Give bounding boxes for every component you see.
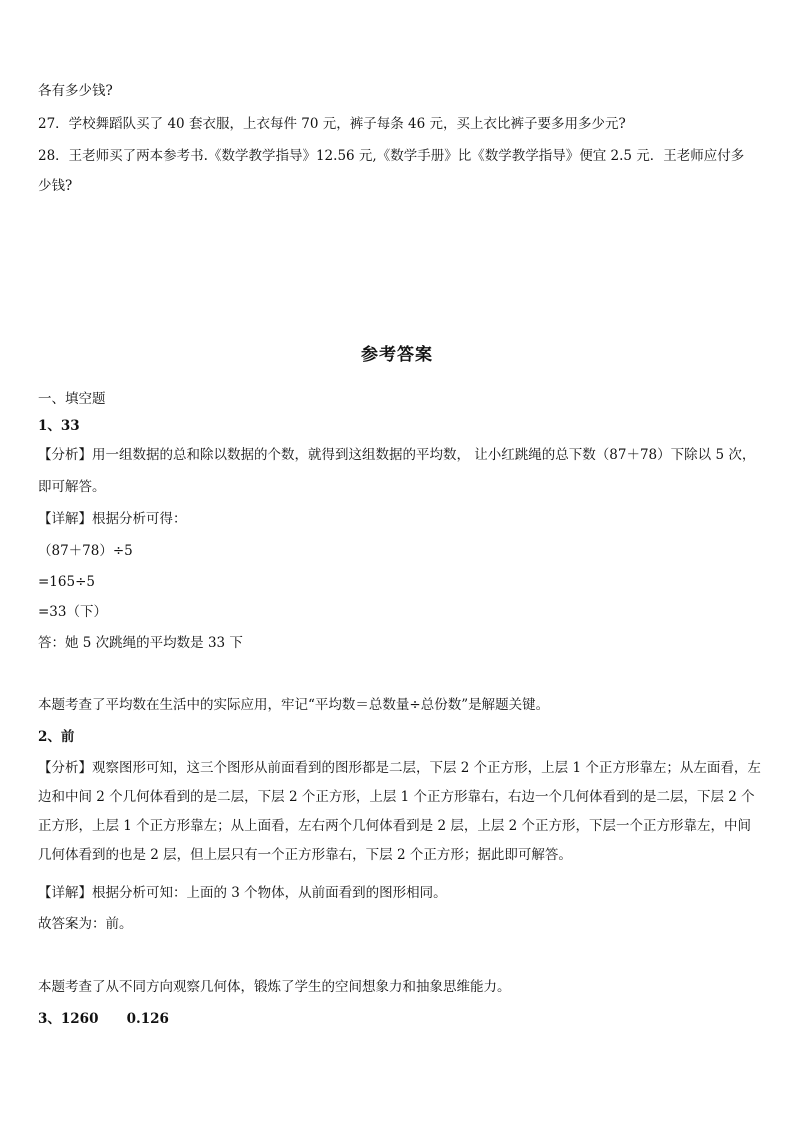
- answer-1-analysis-line1: 【分析】用一组数据的总和除以数据的个数，就得到这组数据的平均数， 让小红跳绳的总下数（87＋78）下除以 5 次，: [38, 447, 756, 463]
- question-26-tail: 各有多少钱?: [38, 83, 113, 99]
- section-fill-in-blank: 一、填空题: [38, 391, 106, 407]
- answer-2-summary: 本题考查了从不同方向观察几何体，锻炼了学生的空间想象力和抽象思维能力。: [38, 979, 511, 995]
- question-28-line2: 少钱?: [38, 178, 73, 194]
- answer-1-step1: （87＋78）÷5: [38, 543, 133, 559]
- answer-2-number: 2、前: [38, 729, 75, 745]
- question-28-line1: 28．王老师买了两本参考书.《数学教学指导》12.56 元,《数学手册》比《数学教学指导》便宜 2.5 元．王老师应付多: [38, 148, 745, 164]
- answer-1-analysis-line2: 即可解答。: [38, 479, 106, 495]
- answer-1-step3: =33（下）: [38, 604, 107, 620]
- answer-1-detail: 【详解】根据分析可得：: [38, 511, 187, 527]
- answer-1-number: 1、33: [38, 418, 80, 434]
- answer-3-number: 3、1260 0.126: [38, 1011, 169, 1027]
- answer-1-result: 答：她 5 次跳绳的平均数是 33 下: [38, 635, 243, 651]
- answer-2-detail: 【详解】根据分析可知：上面的 3 个物体，从前面看到的图形相同。: [38, 885, 447, 901]
- answer-key-title: 参考答案: [361, 345, 433, 365]
- answer-2-analysis: 【分析】观察图形可知，这三个图形从前面看到的图形都是二层，下层 2 个正方形，上层 1 个正方形靠左；从左面看，左边和中间 2 个几何体看到的是二层，下层 2 个正方形，上层 1 个正方形靠右，右边一个几何体看到的是二层，下层 2 个正方形，上层 1 个正方形靠左；从上面看，左右两个几何体看到是 2 层，上层 2 个正方形，下层一个正方形靠左，中间几何体看到的也是 2 层，但上层只有一个正方形靠右，下层 2 个正方形；据此即可解答。: [38, 760, 761, 863]
- answer-2-result: 故答案为：前。: [38, 916, 133, 932]
- answer-1-step2: =165÷5: [38, 574, 95, 590]
- answer-1-summary: 本题考查了平均数在生活中的实际应用，牢记“平均数＝总数量÷总份数”是解题关键。: [38, 697, 550, 713]
- question-27: 27．学校舞蹈队买了 40 套衣服，上衣每件 70 元，裤子每条 46 元，买上衣比裤子要多用多少元?: [38, 116, 626, 132]
